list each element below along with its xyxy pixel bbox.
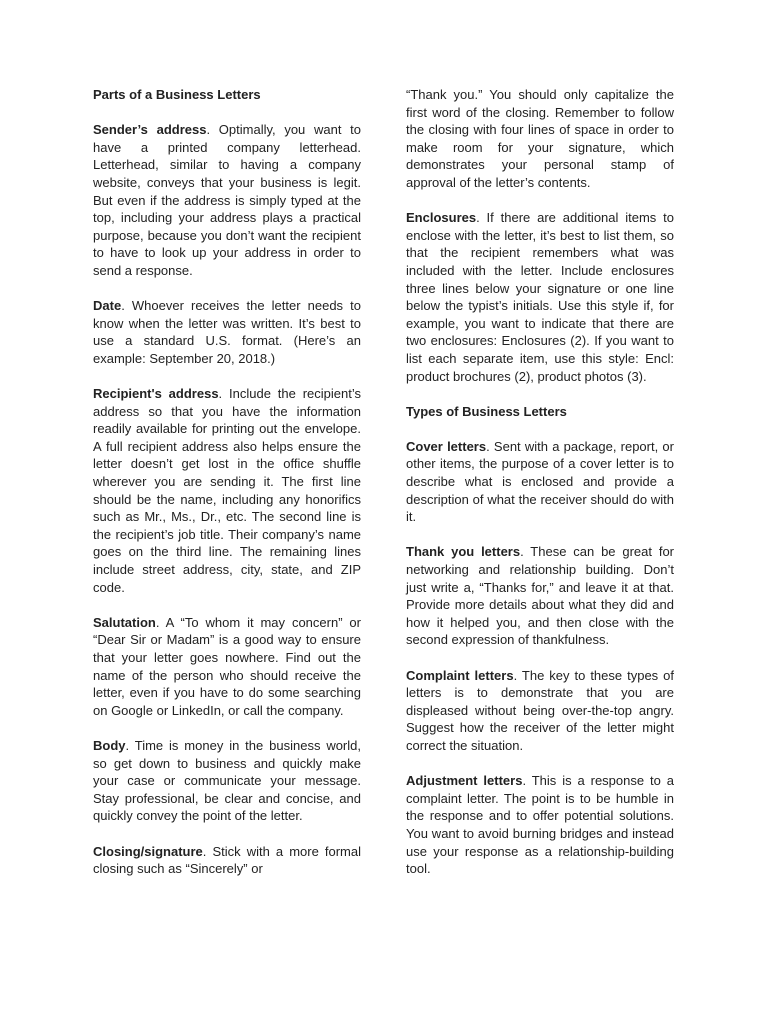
term-cover-letters: Cover letters [406,438,487,454]
paragraph-recipients-address [93,385,361,596]
text-complaint-letters: . The key to these types of letters is to demonstrate that you are displeased without being over-the-top angry. Suggest how the receiver of the letter might correct the situation. [406,667,674,753]
paragraph-body [93,737,361,825]
text-cover-letters: . Sent with a package, report, or other items, the purpose of a cover letter is to describe what is enclosed and provide a description of what the receiver should do with it. [406,438,674,525]
term-closing-signature: Closing/signature [93,843,203,859]
text-body: . Time is money in the business world, so get down to business and quickly make your case or communicate your message. Stay professional, be clear and concise, and quickly convey the point of the letter. [93,737,361,824]
paragraph-complaint-letters [406,667,674,755]
paragraph-senders-address [93,121,361,279]
paragraph-adjustment-letters [406,772,674,878]
term-enclosures: Enclosures [406,210,477,226]
term-thank-you-letters: Thank you letters [406,544,521,560]
text-enclosures: . If there are additional items to enclose with the letter, it’s best to list them, so that the recipient remembers what was included with the letter. Include enclosures three lines below your signature or one line below the typist’s initials. Use this style if, for example, you want to indicate that there are two enclosures: Enclosures (2). If you want to list each separate item, use this style: Encl: product brochures (2), product photos (3). [406,210,674,384]
paragraph-enclosures [406,209,674,385]
term-senders-address: Sender’s address [93,122,207,138]
text-adjustment-letters: . This is a response to a complaint letter. The point is to be humble in the response and to offer potential solutions. You want to avoid burning bridges and instead use your response as a relationship-building tool. [406,773,674,877]
term-adjustment-letters: Adjustment letters [406,773,523,789]
term-salutation: Salutation [93,614,156,630]
term-complaint-letters: Complaint letters [406,667,514,683]
text-senders-address: . Optimally, you want to have a printed company letterhead. Letterhead, similar to having a company website, conveys that your business is legit. But even if the address is simply typed at the top, including your address plays a practical purpose, because you don’t want the recipient to have to look up your address in order to send a response. [93,122,361,278]
text-recipients-address: . Include the recipient’s address so that you have the information readily available for printing out the envelope. A full recipient address also helps ensure the letter doesn’t get lost in the office shuffle wherever you are sending it. The first line should be the name, including any honorifics such as Mr., Ms., Dr., etc. The second line is the recipient’s job title. Their company’s name goes on the third line. The remaining lines include street address, city, state, and ZIP code. [93,386,361,595]
text-salutation: . A “To whom it may concern” or “Dear Sir or Madam” is a good way to ensure that your letter goes nowhere. Find out the name of the person who should receive the letter, even if you have to do some searching on Google or LinkedIn, or call the company. [93,614,361,718]
section-heading-types: Types of Business Letters [406,403,567,419]
paragraph-date [93,297,361,367]
paragraph-salutation [93,614,361,720]
right-column [406,86,674,895]
term-body: Body [93,737,126,753]
text-date: . Whoever receives the letter needs to know when the letter was written. It’s best to use a standard U.S. format. (Here’s an example: September 20, 2018.) [93,298,361,366]
term-date: Date [93,298,122,314]
paragraph-closing-continuation: “Thank you.” You should only capitalize the first word of the closing. Remember to follow the closing with four lines of space in order to make room for your signature, which demonstrates your personal stamp of approval of the letter’s contents. [406,87,674,190]
left-column [93,86,361,895]
text-closing-signature: . Stick with a more formal closing such as “Sincerely” or [93,843,361,877]
paragraph-thank-you-letters [406,543,674,649]
text-thank-you-letters: . These can be great for networking and relationship building. Don’t just write a, “Thanks for,” and leave it at that. Provide more details about what they did and how it helped you, and then close with the second expression of thankfulness. [406,544,674,648]
paragraph-cover-letters [406,438,674,526]
section-heading-parts: Parts of a Business Letters [93,87,261,102]
paragraph-closing-signature [93,843,361,878]
term-recipients-address: Recipient's address [93,386,219,402]
